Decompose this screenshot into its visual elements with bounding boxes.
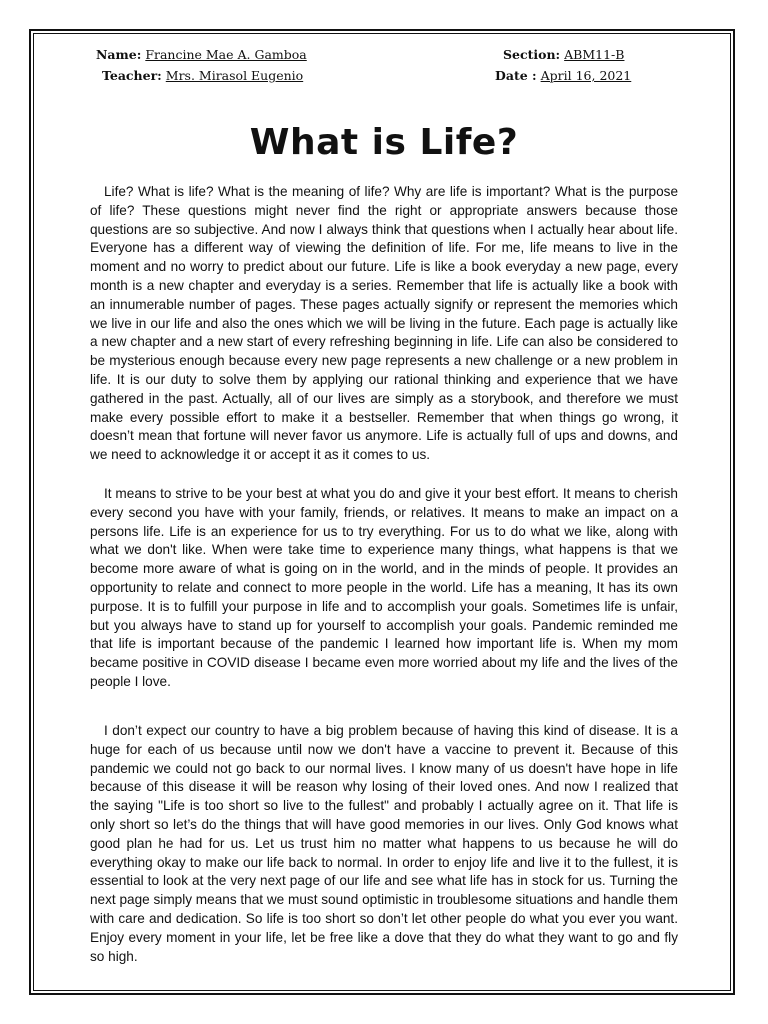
section-field xyxy=(503,47,624,62)
section-label: Section: xyxy=(503,47,561,62)
paragraph-2: It means to strive to be your best at what you do and give it your best effort. It means to cherish every second you have with your family, friends, or relatives. It means to make an impact on a persons life. Life is an experience for us to try everything. For us to do what we like, along with what we don't like. When were take time to experience many things, what happens is that we become more aware of what is going on in the world, and in the minds of people. It provides an opportunity to relate and connect to more people in the world. Life has a meaning, It has its own purpose. It is to fulfill your purpose in life and to accomplish your goals. Sometimes life is unfair, but you always have to stand up for yourself to accomplish your goals. Pandemic reminded me that life is important because of the pandemic I learned how important life is. When my mom became positive in COVID disease I became even more worried about my life and the lives of the people I love. xyxy=(90,486,678,689)
date-field xyxy=(495,68,631,83)
document-title: What is Life? xyxy=(249,122,519,163)
teacher-field xyxy=(102,68,303,83)
name-field xyxy=(96,47,307,62)
teacher-value: Mrs. Mirasol Eugenio xyxy=(165,68,304,83)
name-label: Name: xyxy=(96,47,142,62)
date-value: April 16, 2021 xyxy=(540,68,632,83)
name-value: Francine Mae A. Gamboa xyxy=(145,47,307,62)
paragraph-1: Life? What is life? What is the meaning of life? Why are life is important? What is the purpose of life? These questions might never find the right or appropriate answers because those questions are so subjective. And now I always think that questions when I actually hear about life. Everyone has a different way of viewing the definition of life. For me, life means to live in the moment and no worry to predict about our future. Life is like a book everyday a new page, every month is a new chapter and everyday is a series. Remember that life is actually like a book with an innumerable number of pages. These pages actually signify or represent the memories which we live in our life and also the ones which we will be living in the future. Each page is actually like a new chapter and a new start of every refreshing beginning in life. Life can also be considered to be mysterious enough because every new page represents a new challenge or a new problem in life. It is our duty to solve them by applying our rational thinking and experience that we have gathered in the past. Actually, all of our lives are simply as a storybook, and therefore we must make every possible effort to make it a bestseller. Remember that when things go wrong, it doesn’t mean that fortune will never favor us anymore. Life is actually full of ups and downs, and we need to acknowledge it or accept it as it comes to us. xyxy=(90,184,678,463)
date-label: Date : xyxy=(495,68,537,83)
paragraph-3: I don’t expect our country to have a big problem because of having this kind of disease. It is a huge for each of us because until now we don't have a vaccine to prevent it. Because of this pandemic we could not go back to our normal lives. I know many of us doesn't have hope in life because of this disease it will be reason why losing of their loved ones. And now I realized that the saying "Life is too short so live to the fullest" and probably I actually agree on it. That life is only short so let’s do the things that will have good memories in our lives. Only God knows what good plan he had for us. Let us trust him no matter what happens to us because he will do everything okay to make our life back to normal. In order to enjoy life and live it to the fullest, it is essential to look at the very next page of our life and see what life has in stock for us. Turning the next page simply means that we must sound optimistic in troublesome situations and handle them with care and dedication. So life is too short so don’t let other people do what you ever you want. Enjoy every moment in your life, let be free like a dove that they do what they want to go and fly so high. xyxy=(90,723,678,964)
section-value: ABM11-B xyxy=(564,47,625,62)
teacher-label: Teacher: xyxy=(102,68,162,83)
